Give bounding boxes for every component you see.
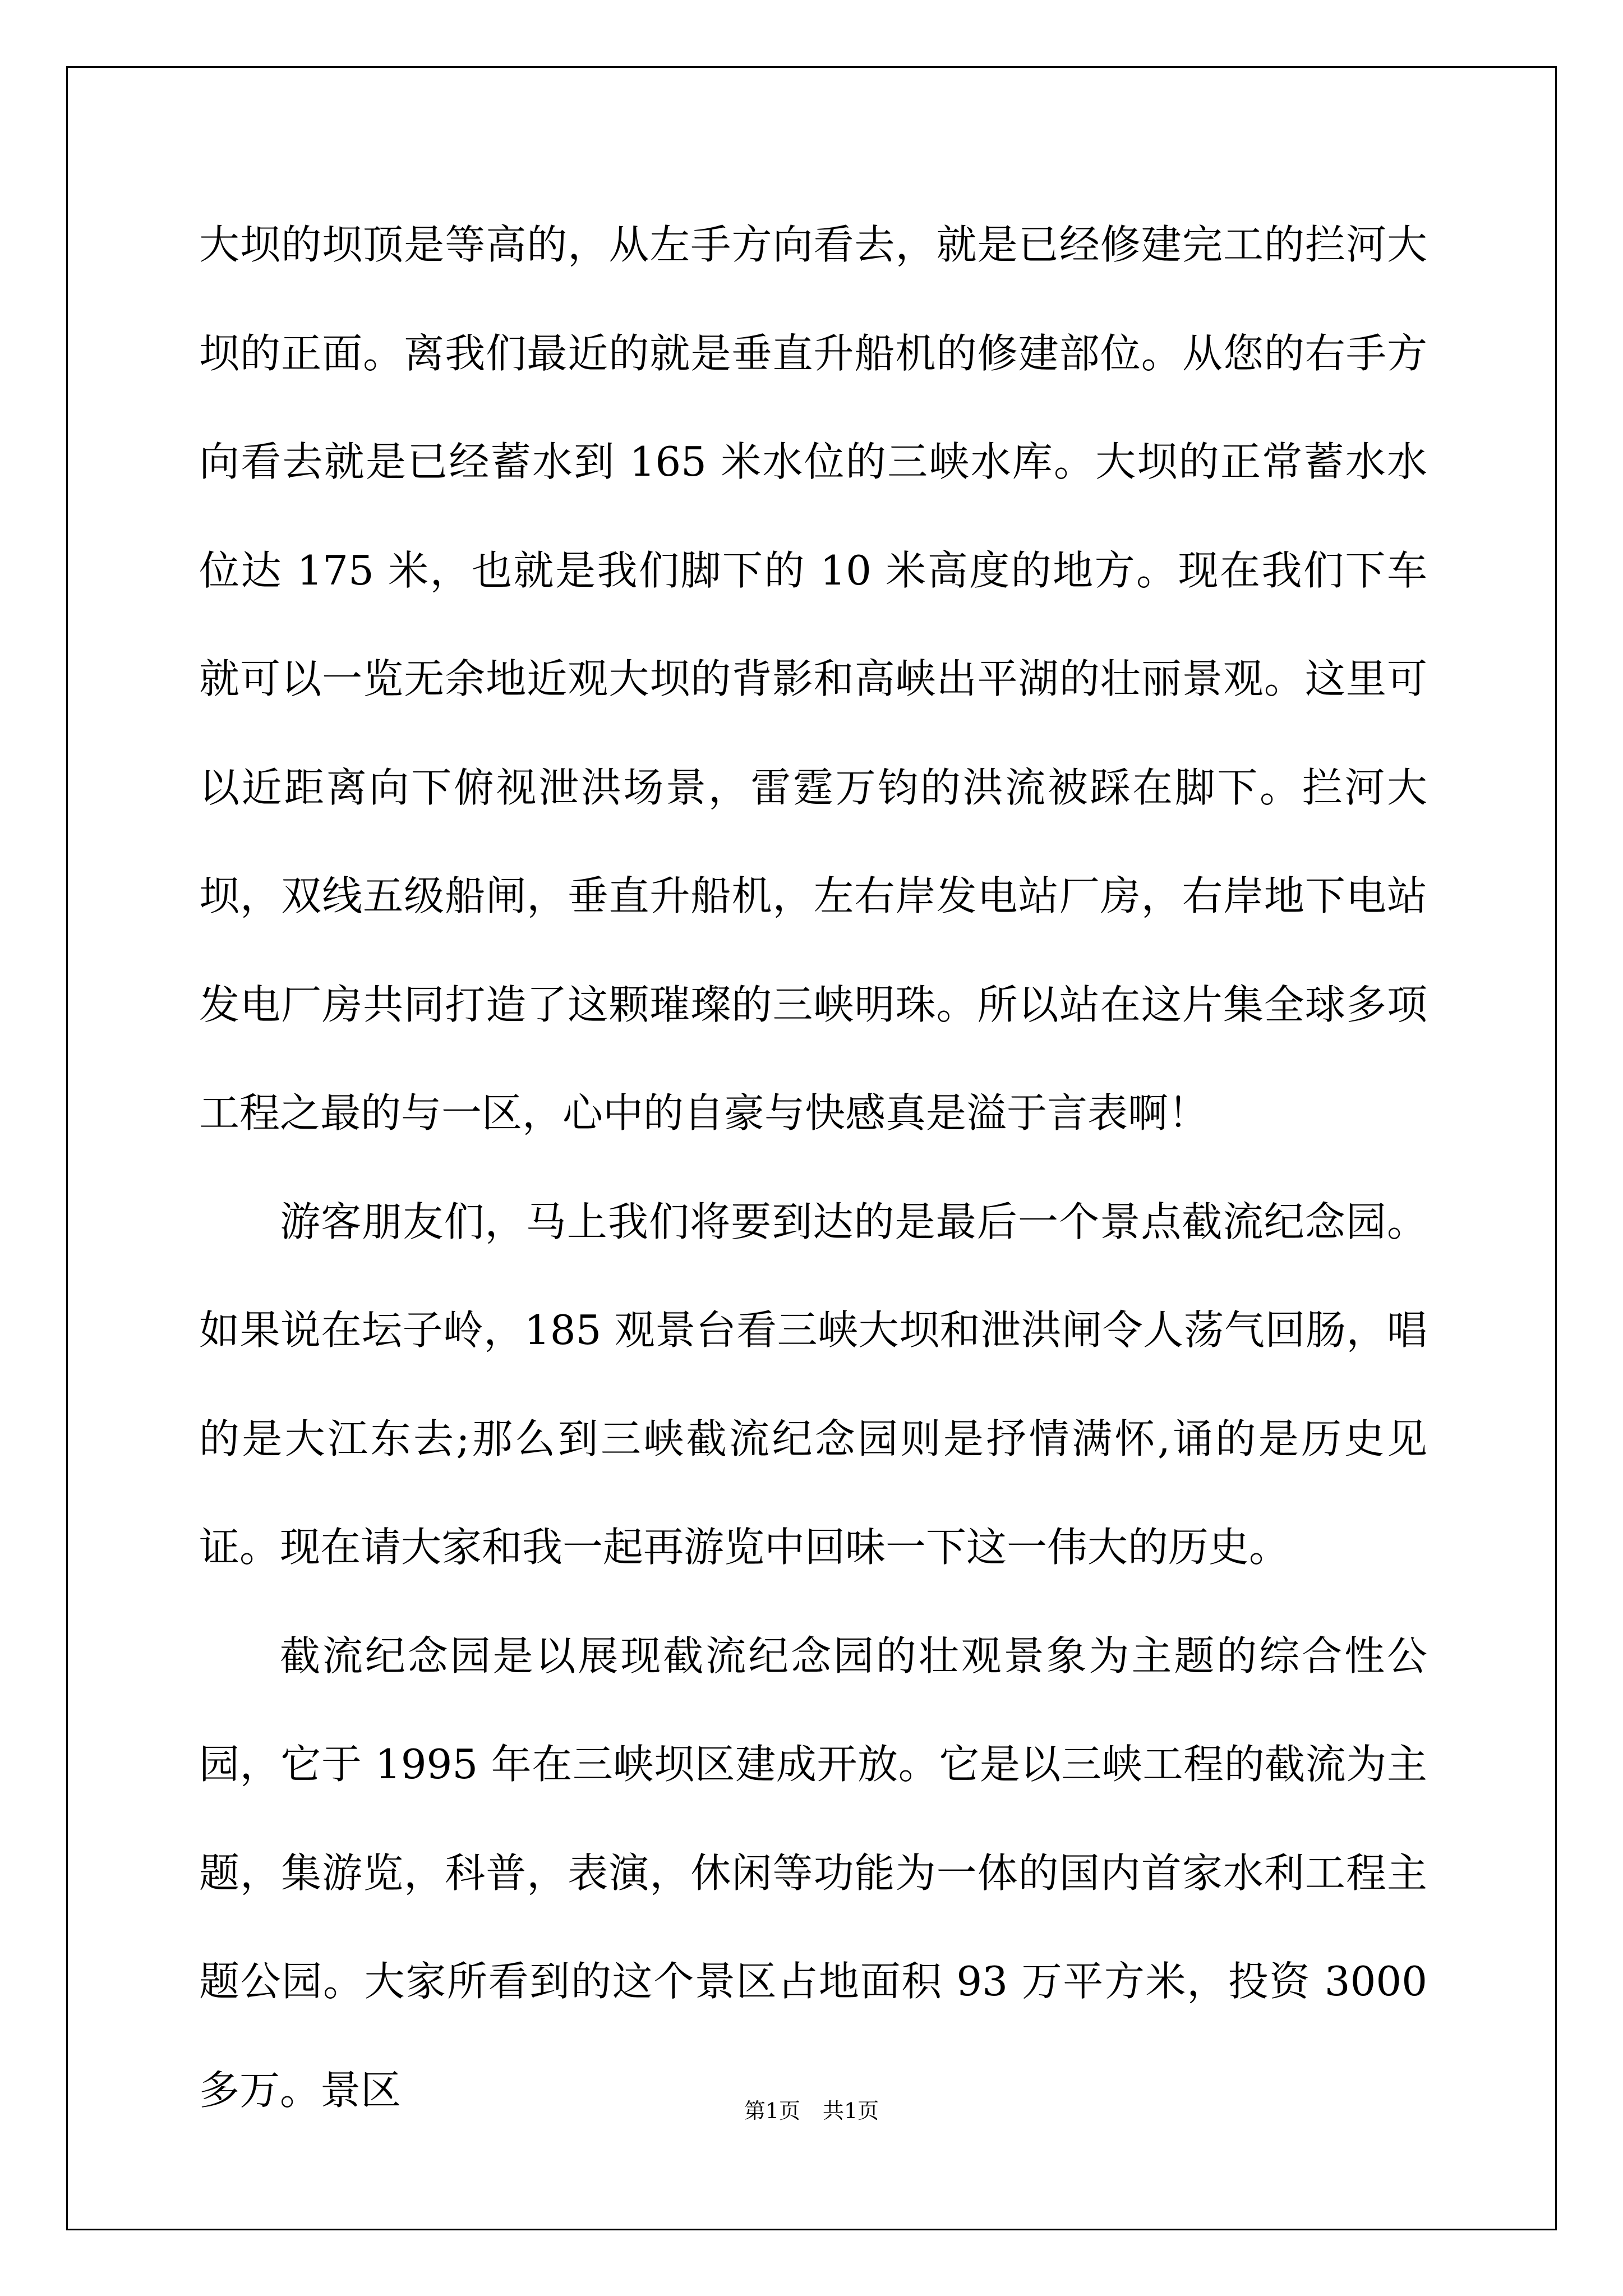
paragraph-2: 游客朋友们，马上我们将要到达的是最后一个景点截流纪念园。如果说在坛子岭，185 观景台看三峡大坝和泄洪闸令人荡气回肠，唱的是大江东去;那么到三峡截流纪念园则是抒情满怀,诵的是历史见证。现在请大家和我一起再游览中回味一下这一伟大的历史。 — [199, 1198, 1427, 1571]
paragraph-3: 截流纪念园是以展现截流纪念园的壮观景象为主题的综合性公园，它于 1995 年在三峡坝区建成开放。它是以三峡工程的截流为主题，集游览，科普，表演，休闲等功能为一体的国内首家水利工程主题公园。大家所看到的这个景区占地面积 93 万平方米，投资 3000 多万。景区 — [199, 1632, 1427, 2114]
page-footer — [0, 2097, 1623, 2125]
document-body — [199, 191, 1427, 2145]
page-number: 第1页 — [744, 2099, 800, 2123]
paragraph-1: 大坝的坝顶是等高的，从左手方向看去，就是已经修建完工的拦河大坝的正面。离我们最近的就是垂直升船机的修建部位。从您的右手方向看去就是已经蓄水到 165 米水位的三峡水库。大坝的正常蓄水水位达 175 米，也就是我们脚下的 10 米高度的地方。现在我们下车就可以一览无余地近观大坝的背影和高峡出平湖的壮丽景观。这里可以近距离向下俯视泄洪场景，雷霆万钧的洪流被踩在脚下。拦河大坝，双线五级船闸，垂直升船机，左右岸发电站厂房，右岸地下电站发电厂房共同打造了这颗璀璨的三峡明珠。所以站在这片集全球多项工程之最的与一区，心中的自豪与快感真是溢于言表啊！ — [199, 221, 1427, 1137]
page-total: 共1页 — [823, 2099, 879, 2123]
